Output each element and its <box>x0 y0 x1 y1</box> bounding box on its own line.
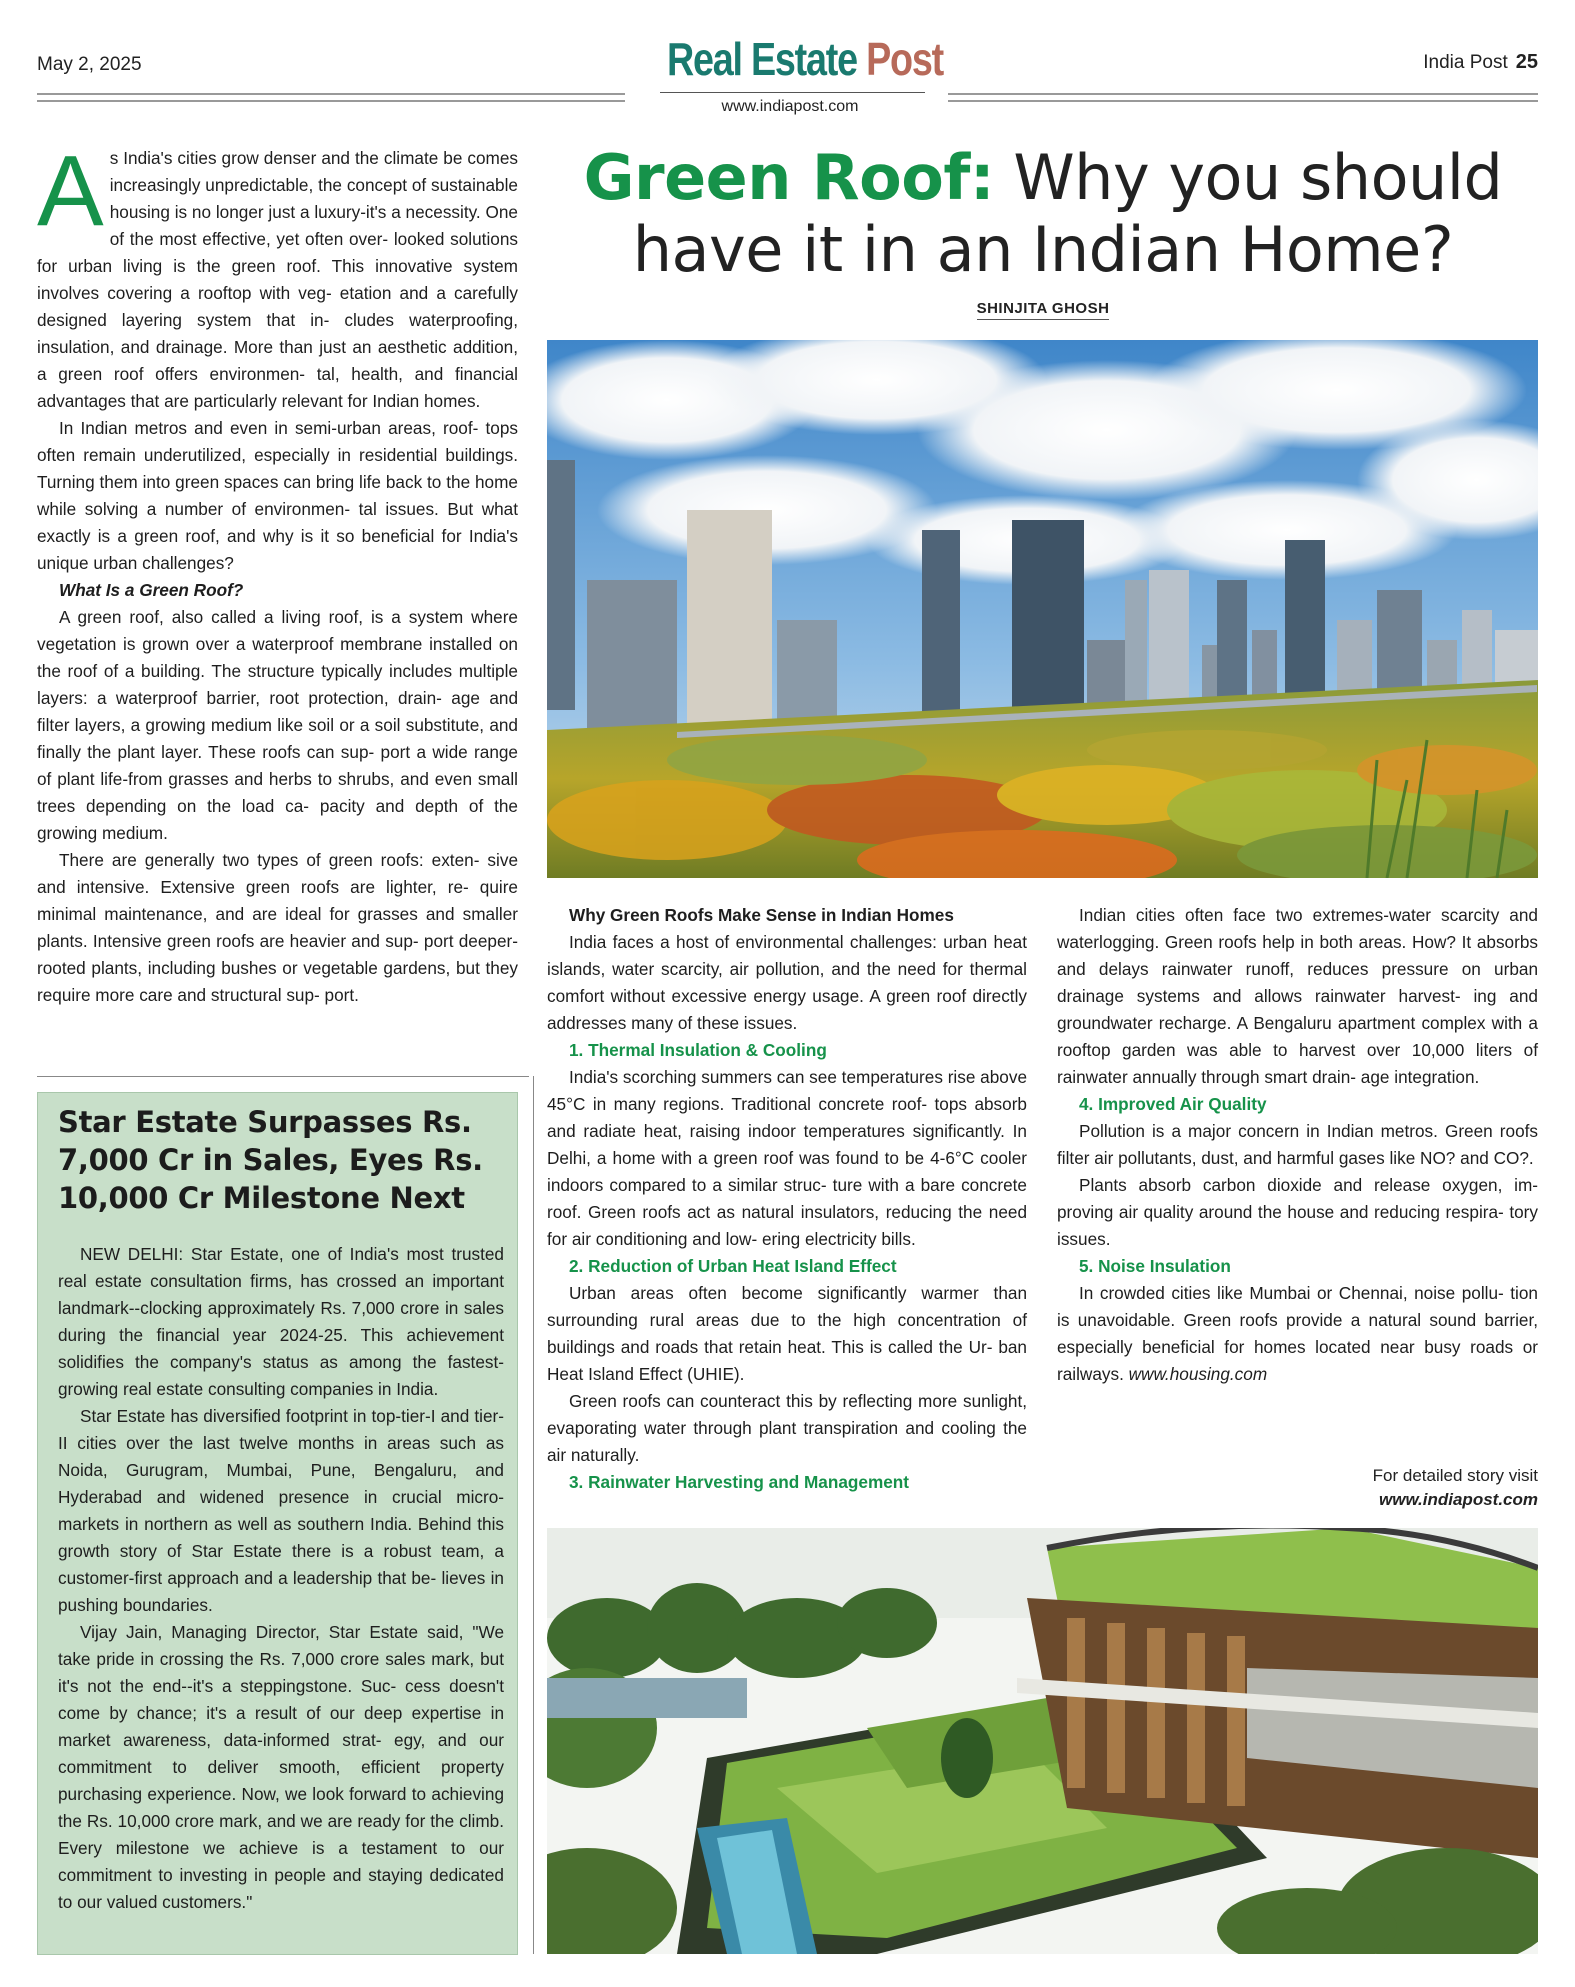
detailed-story-note <box>1373 1464 1538 1512</box>
masthead-website[interactable]: www.indiapost.com <box>721 98 859 115</box>
byline-author: SHINJITA GHOSH <box>977 300 1110 320</box>
noise-text: In crowded cities like Mumbai or Chennai, noise pollu- tion is unavoidable. Green roofs provide a natural sound barrier, especially beneficial for homes located near busy roads or railways. <box>1057 1283 1538 1384</box>
more-label: For detailed story visit <box>1372 1466 1538 1485</box>
sidebar-paragraph: NEW DELHI: Star Estate, one of India's most trusted real estate consultation firms, has crossed an important landmark--clocking approximately Rs. 7,000 crore in sales during the financial year 2024-25. This achievement solidifies the company's status as among the fastest-growing real estate consulting companies in India. <box>58 1244 504 1399</box>
sidebar-top-rule <box>37 1076 529 1077</box>
subheading-noise: 5. Noise Insulation <box>1079 1256 1231 1276</box>
issue-date: May 2, 2025 <box>37 54 142 75</box>
paragraph: Pollution is a major concern in Indian metros. Green roofs filter air pollutants, dust, and harmful gases like NO? and CO?. <box>1057 1121 1538 1168</box>
headline-rest: Why you should have it in an Indian Home? <box>632 141 1503 286</box>
drop-cap: A <box>37 135 104 247</box>
sidebar-paragraph: Star Estate has diversified footprint in top-tier-I and tier-II cities over the last twelve months in areas such as Noida, Gurugram, Mumbai, Pune, Bengaluru, and Hyderabad and widened presence in crucial micro- markets in northern as well as southern India. Behind this growth story of Star Estate there is a robust team, a customer-first approach and a leadership that be- lieves in pushing boundaries. <box>58 1406 504 1615</box>
paragraph: In Indian metros and even in semi-urban areas, roof- tops often remain underutilized, especially in residential buildings. Turning them into green spaces can bring life back to the home while solving a number of environmen- tal issues. But what exactly is a green roof, and why is it so beneficial for India's unique urban challenges? <box>37 418 518 573</box>
rooftop-garden-photo <box>547 340 1538 878</box>
sidebar-news-box <box>37 1092 518 1955</box>
logo-part-1: Real Estate <box>667 33 857 85</box>
masthead-rule-right <box>948 93 1538 102</box>
article-column-right <box>1057 902 1538 1388</box>
paragraph: There are generally two types of green roofs: exten- sive and intensive. Extensive green roofs are lighter, re- quire minimal maintenance, and are ideal for grasses and smaller plants. Intensive green roofs are heavier and sup- port deeper-rooted plants, including bushes or vegetable gardens, but they require more care and structural sup- port. <box>37 850 518 1005</box>
intro-paragraph <box>37 135 518 415</box>
source-credit[interactable]: www.housing.com <box>1128 1364 1268 1384</box>
article-headline <box>548 142 1538 286</box>
publication-logo[interactable] <box>667 32 943 86</box>
logo-underline <box>660 92 925 93</box>
green-roof-house-photo <box>547 1528 1538 1954</box>
headline-green-part: Green Roof: <box>583 141 995 214</box>
subheading-why: Why Green Roofs Make Sense in Indian Homes <box>569 905 954 925</box>
subheading-what-is: What Is a Green Roof? <box>59 580 244 600</box>
paragraph: Indian cities often face two extremes-water scarcity and waterlogging. Green roofs help in both areas. How? It absorbs and delays rainwater runoff, reduces pressure on urban drainage systems and allows rainwater harvest- ing and groundwater recharge. A Bengaluru apartment complex with a rooftop garden was able to harvest over 10,000 liters of rainwater annually through smart drain- age integration. <box>1057 905 1538 1087</box>
article-column-middle <box>547 902 1027 1496</box>
article-byline <box>548 300 1538 317</box>
paragraph: A green roof, also called a living roof, is a system where vegetation is grown over a waterproof membrane installed on the roof of a building. The structure typically includes multiple layers: a waterproof barrier, root protection, drain- age and filter layers, a growing medium like soil or a soil substitute, and finally the plant layer. These roofs can sup- port a wide range of plant life-from grasses and herbs to shrubs, and even small trees depending on the load ca- pacity and depth of the growing medium. <box>37 607 518 843</box>
subheading-air-quality: 4. Improved Air Quality <box>1079 1094 1267 1114</box>
more-url[interactable]: www.indiapost.com <box>1379 1490 1538 1509</box>
subheading-heat-island: 2. Reduction of Urban Heat Island Effect <box>569 1256 897 1276</box>
subheading-rainwater: 3. Rainwater Harvesting and Management <box>569 1472 910 1492</box>
intro-text: s India's cities grow denser and the climate be comes increasingly unpredictable, the concept of sustainable housing is no longer just a luxury-it's a necessity. One of the most effective, yet often over- looked solutions for urban living is the green roof. This innovative system involves covering a rooftop with veg- etation and a carefully designed layering system that in- cludes waterproofing, insulation, and drainage. More than just an aesthetic addition, a green roof offers environmen- tal, health, and financial advantages that are particularly relevant for Indian homes. <box>37 148 518 411</box>
sidebar-headline: Star Estate Surpasses Rs. 7,000 Cr in Sales, Eyes Rs. 10,000 Cr Milestone Next <box>58 1105 483 1215</box>
paragraph-noise <box>1057 1280 1538 1388</box>
column-divider <box>533 1076 534 1954</box>
page-number: 25 <box>1515 51 1538 73</box>
paragraph: Plants absorb carbon dioxide and release oxygen, im- proving air quality around the house and reducing respira- tory issues. <box>1057 1175 1538 1249</box>
article-column-left <box>37 135 518 1009</box>
publication-name: India Post <box>1423 52 1508 73</box>
paragraph: India's scorching summers can see temperatures rise above 45°C in many regions. Traditional concrete roof- tops absorb and radiate heat, raising indoor temperatures significantly. In Delhi, a home with a green roof was found to be 4-6°C cooler indoors compared to a similar struc- ture with a bare concrete roof. Green roofs act as natural insulators, reducing the need for air conditioning and low- ering electricity bills. <box>547 1067 1028 1249</box>
logo-part-2: Post <box>866 33 943 85</box>
subheading-thermal: 1. Thermal Insulation & Cooling <box>569 1040 827 1060</box>
paragraph: Urban areas often become significantly warmer than surrounding rural areas due to the high concentration of buildings and roads that retain heat. This is called the Ur- ban Heat Island Effect (UHIE). <box>547 1283 1027 1384</box>
sidebar-paragraph: Vijay Jain, Managing Director, Star Estate said, "We take pride in crossing the Rs. 7,000 crore sales mark, but it's not the end--it's a steppingstone. Suc- cess doesn't come by chance; it's a result of our deep expertise in market awareness, data-informed strat- egy, and our commitment to deliver smooth, efficient property purchasing experience. Now, we look forward to achieving the Rs. 10,000 crore mark, and we are ready for the climb. Every milestone we achieve is a testament to our commitment to investing in people and staying dedicated to our valued customers." <box>58 1622 504 1912</box>
page-header-right <box>1423 51 1538 74</box>
sidebar-body <box>58 1241 504 1916</box>
paragraph: India faces a host of environmental challenges: urban heat islands, water scarcity, air pollution, and the need for thermal comfort without excessive energy usage. A green roof directly addresses many of these issues. <box>547 932 1027 1033</box>
masthead-rule-left <box>37 93 625 102</box>
paragraph: Green roofs can counteract this by reflecting more sunlight, evaporating water through plant transpiration and cooling the air naturally. <box>547 1391 1027 1465</box>
